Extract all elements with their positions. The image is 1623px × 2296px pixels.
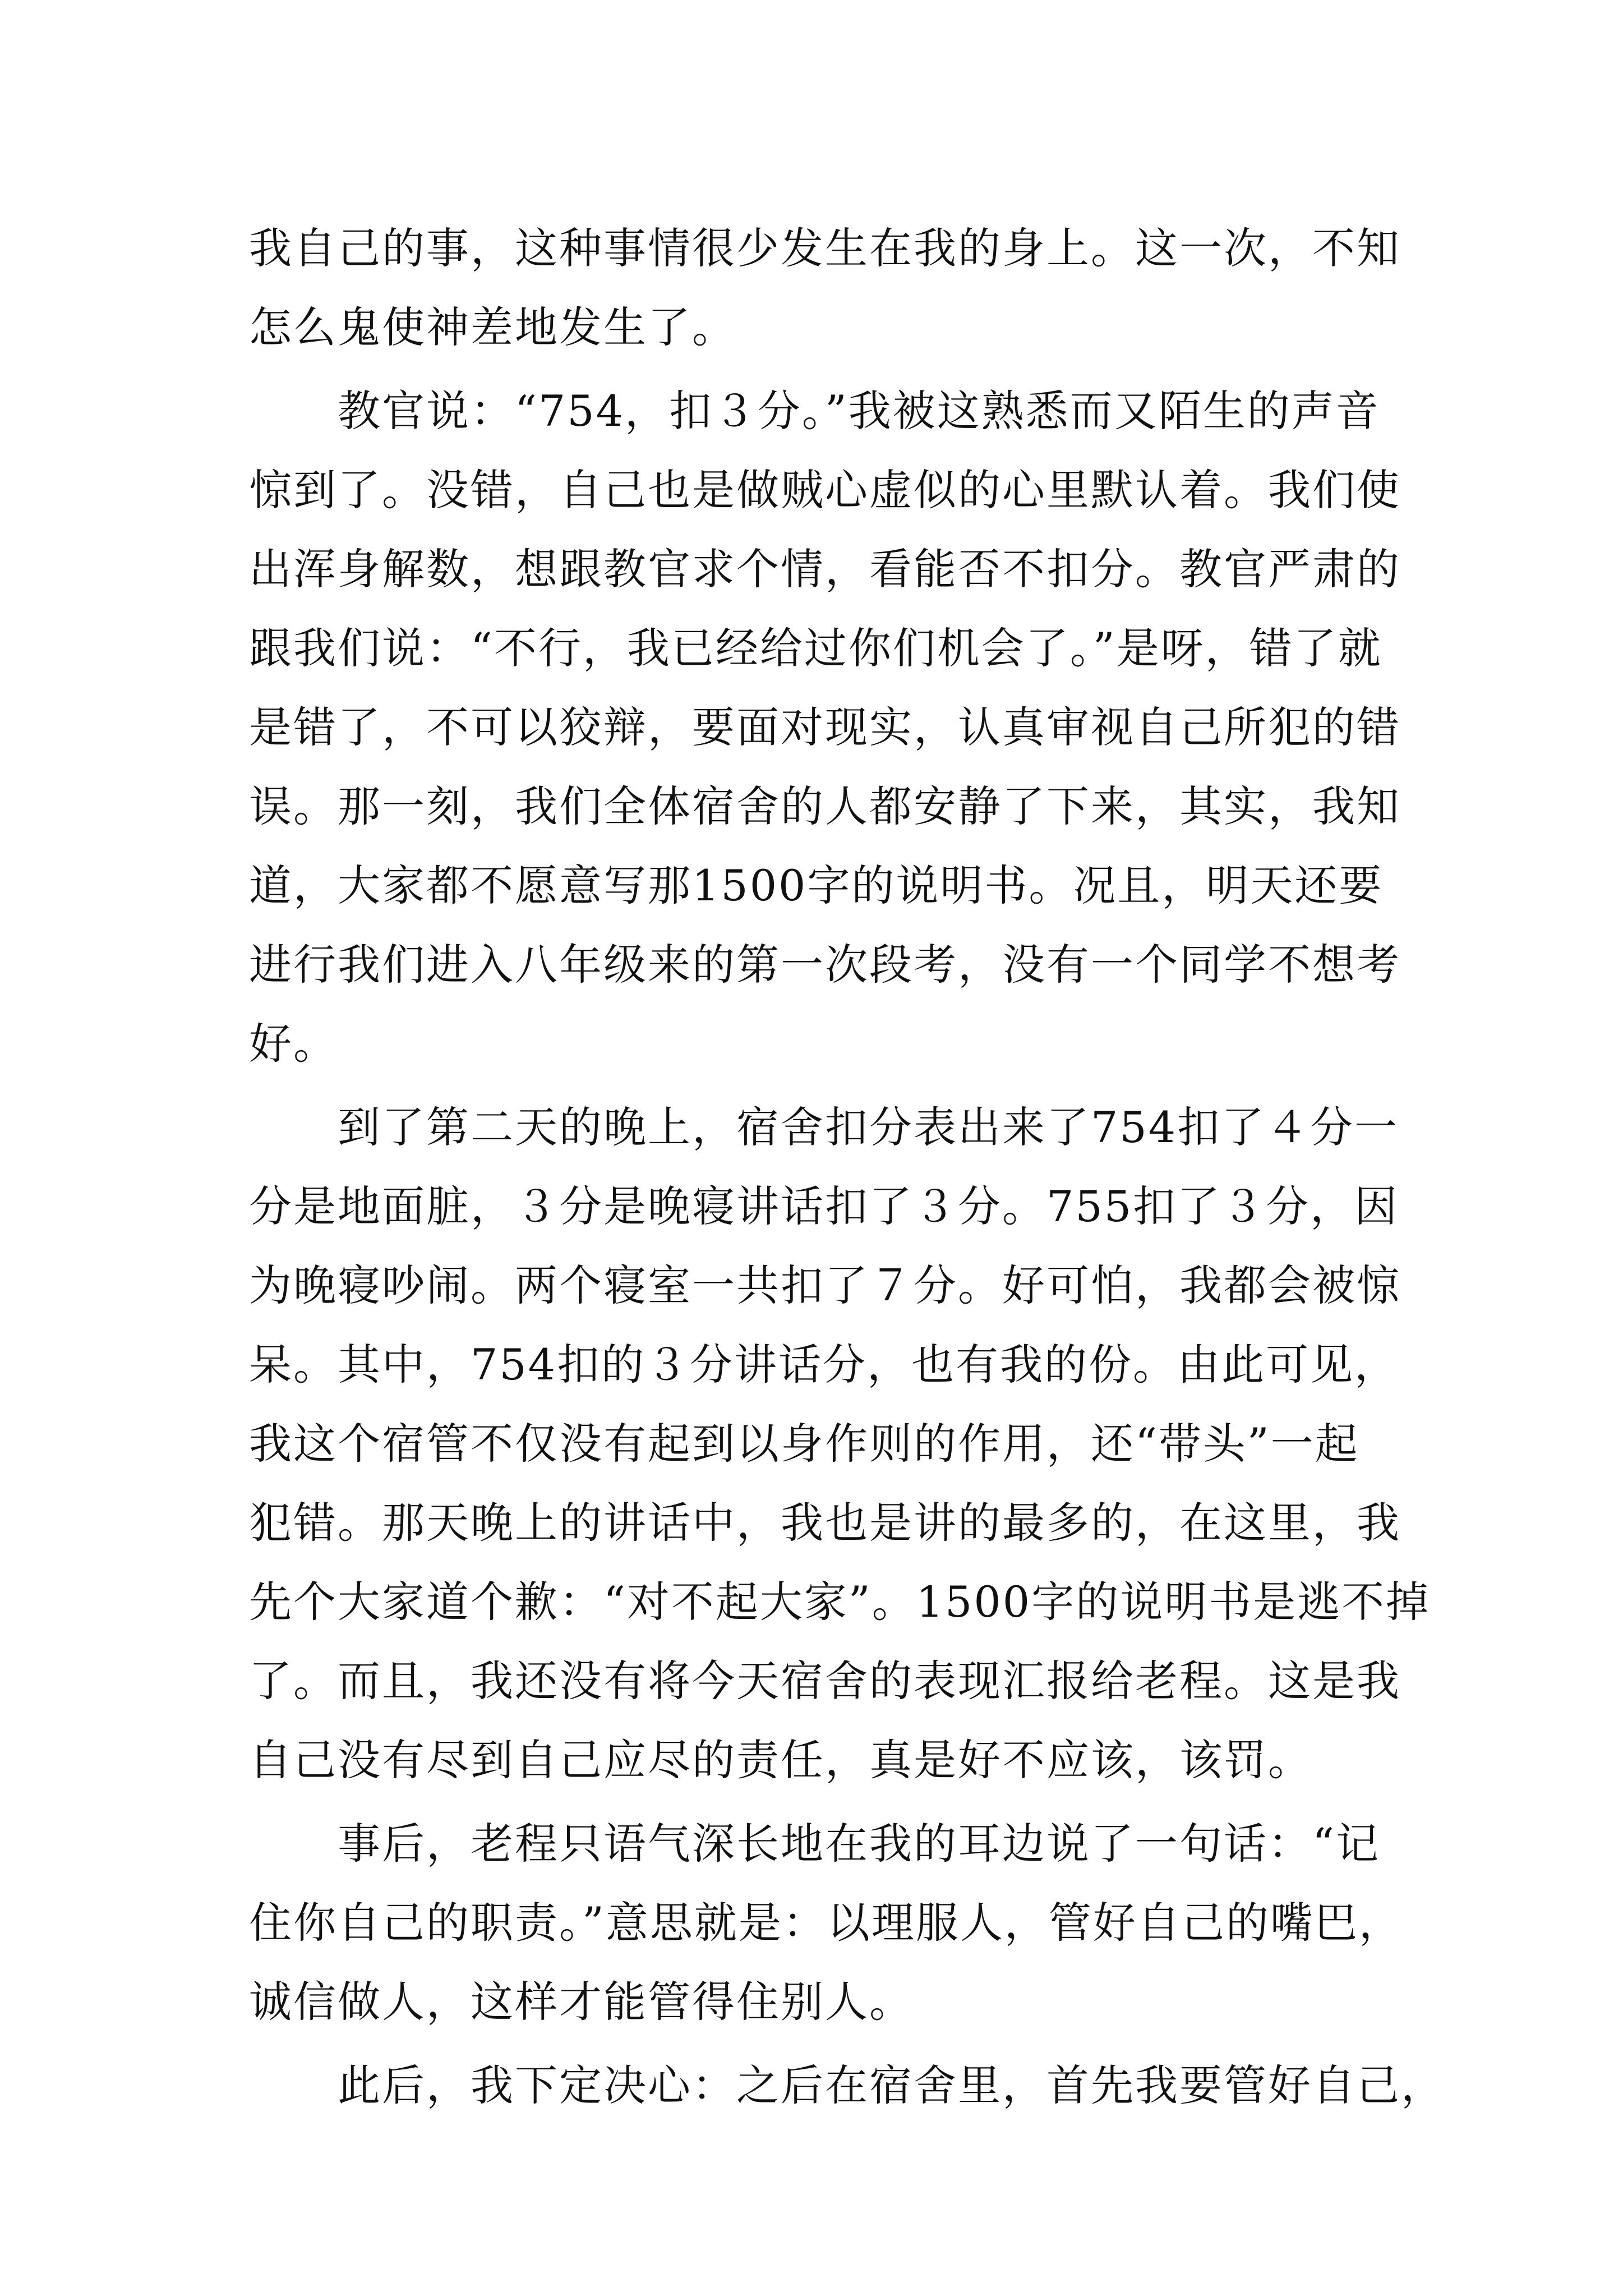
text-line: 进行我们进入八年级来的第一次段考，没有一个同学不想考 (249, 940, 1401, 990)
text-line: 跟我们说：“不行，我已经给过你们机会了。”是呀，错了就 (249, 623, 1382, 673)
paragraph (249, 1088, 1431, 1800)
paragraph (249, 371, 1401, 1083)
text-line: 住你自己的职责。”意思就是：以理服人，管好自己的嘴巴， (249, 1898, 1403, 1948)
text-line: 怎么鬼使神差地发生了。 (249, 302, 736, 352)
text-line: 我自己的事，这种事情很少发生在我的身上。这一次，不知 (249, 223, 1401, 273)
text-line: 是错了，不可以狡辩，要面对现实，认真审视自己所犯的错 (249, 702, 1401, 752)
text-line: 犯错。那天晚上的讲话中，我也是讲的最多的，在这里，我 (249, 1498, 1401, 1548)
text-line: 道，大家都不愿意写那1500字的说明书。况且，明天还要 (249, 861, 1384, 910)
text-line: 先个大家道个歉：“对不起大家”。1500字的说明书是逃不掉 (249, 1577, 1431, 1627)
text-line: 此后，我下定决心：之后在宿舍里，首先我要管好自己， (249, 2060, 1445, 2110)
text-line: 误。那一刻，我们全体宿舍的人都安静了下来，其实，我知 (249, 781, 1401, 831)
paragraph (249, 2046, 1445, 2125)
text-line: 我这个宿管不仅没有起到以身作则的作用，还“带头”一起 (249, 1419, 1359, 1469)
text-line: 了。而且，我还没有将今天宿舍的表现汇报给老程。这是我 (249, 1656, 1401, 1706)
text-line: 为晚寝吵闹。两个寝室一共扣了７分。好可怕，我都会被惊 (249, 1260, 1401, 1310)
text-line: 分是地面脏，３分是晚寝讲话扣了３分。755扣了３分，因 (249, 1181, 1399, 1231)
text-line: 到了第二天的晚上，宿舍扣分表出来了754扣了４分一 (249, 1102, 1399, 1152)
text-line: 教官说：“754，扣３分。”我被这熟悉而又陌生的声音 (249, 386, 1380, 436)
text-line: 事后，老程只语气深长地在我的耳边说了一句话：“记 (249, 1819, 1380, 1869)
text-line: 出浑身解数，想跟教官求个情，看能否不扣分。教官严肃的 (249, 544, 1401, 594)
document-body (249, 209, 1445, 2125)
text-line: 好。 (249, 1019, 338, 1069)
text-line: 呆。其中，754扣的３分讲话分，也有我的份。由此可见， (249, 1340, 1399, 1389)
text-line: 自己没有尽到自己应尽的责任，真是好不应该，该罚。 (249, 1735, 1312, 1785)
text-line: 惊到了。没错，自己也是做贼心虚似的心里默认着。我们使 (249, 465, 1401, 515)
paragraph (249, 209, 1401, 367)
text-line: 诚信做人，这样才能管得住别人。 (249, 1977, 914, 2027)
paragraph (249, 1804, 1403, 2041)
